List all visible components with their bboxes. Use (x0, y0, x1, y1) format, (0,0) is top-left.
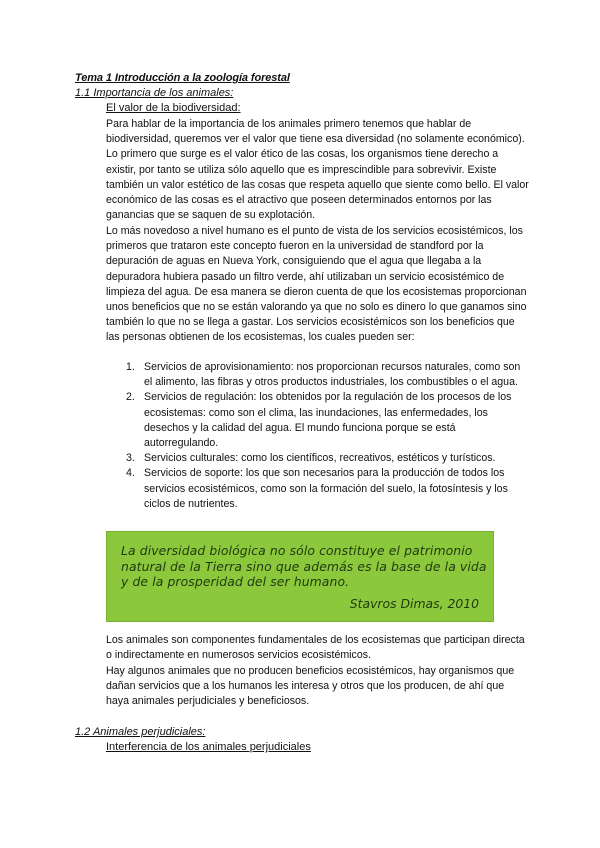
paragraph-animals-components: Los animales son componentes fundamentales de los ecosistemas que participan directa o indirectamente en numerosos servicios ecosistémicos. (106, 634, 525, 662)
section-2-subheading: Interferencia de los animales perjudiciales (106, 741, 311, 753)
list-item-number: 4. (126, 467, 135, 480)
services-list (106, 360, 530, 512)
paragraph-harmful-beneficial: Hay algunos animales que no producen beneficios ecosistémicos, hay organismos que dañan servicios que a los humanos les interesa y otros que los producen, de ahí que haya animales perjudiciales y beneficiosos. (106, 665, 515, 708)
quote-box (106, 531, 494, 622)
list-item (106, 360, 530, 390)
list-item-number: 2. (126, 391, 135, 404)
section-2-heading: 1.2 Animales perjudiciales: (75, 726, 206, 738)
list-item (106, 451, 530, 466)
list-item-text: Servicios culturales: como los científicos, recreativos, estéticos y turísticos. (144, 452, 496, 465)
list-item-text: Servicios de aprovisionamiento: nos proporcionan recursos naturales, como son el alimento, las fibras y otros productos industriales, los combustibles o el agua. (144, 361, 521, 389)
list-item-text: Servicios de regulación: los obtenidos por la regulación de los procesos de los ecosistemas: como son el clima, las inundaciones, las enfermedades, los desechos y la calidad del agua. El mundo funciona porque se está autorregulando. (144, 391, 512, 450)
section-1-subheading: El valor de la biodiversidad: (106, 102, 241, 114)
paragraph-biodiversity: Para hablar de la importancia de los animales primero tenemos que hablar de biodiversidad, queremos ver el valor que tiene esa diversidad (no solamente económico). Lo primero que surge es el valor ético de las cosas, los organismos tiene derecho a existir, por tanto se utiliza sólo aquello que es imprescindible para sobrevivir. Existe también un valor estético de las cosas que respeta aquello que siente como bello. El valor económico de las cosas es el atractivo que poseen determinados entornos por las ganancias que se saquen de su explotación. (106, 118, 529, 222)
document-title: Tema 1 Introducción a la zoología forestal (75, 72, 290, 84)
list-item (106, 390, 530, 451)
list-item-text: Servicios de soporte: los que son necesarios para la producción de todos los servicios ecosistémicos, como son la formación del suelo, la fotosíntesis y los ciclos de nutrientes. (144, 467, 508, 510)
list-item (106, 466, 530, 512)
list-item-number: 1. (126, 361, 135, 373)
quote-author: Stavros Dimas, 2010 (349, 596, 479, 611)
paragraph-ecosystem-services: Lo más novedoso a nivel humano es el punto de vista de los servicios ecosistémicos, los primeros que trataron este concepto fueron en la universidad de standford por la depuración de aguas en Nueva York, consiguiendo que el agua que llegaba a la depuradora hubiera pasado un filtro verde, ahí utilizaban un servicio ecosistémico de limpieza del agua. De esa manera se dieron cuenta de que los ecosistemas proporcionan unos beneficios que no se están valorando ya que no solo es dinero lo que ganamos sino también lo que no se llega a gastar. Los servicios ecosistémicos son los beneficios que las personas obtienen de los ecosistemas, los cuales pueden ser: (106, 225, 527, 344)
section-1-heading: 1.1 Importancia de los animales: (75, 87, 234, 99)
quote-text: La diversidad biológica no sólo constituye el patrimonio natural de la Tierra sino que además es la base de la vida y de la prosperidad del ser humano. (121, 543, 487, 590)
list-item-number: 3. (126, 452, 135, 465)
